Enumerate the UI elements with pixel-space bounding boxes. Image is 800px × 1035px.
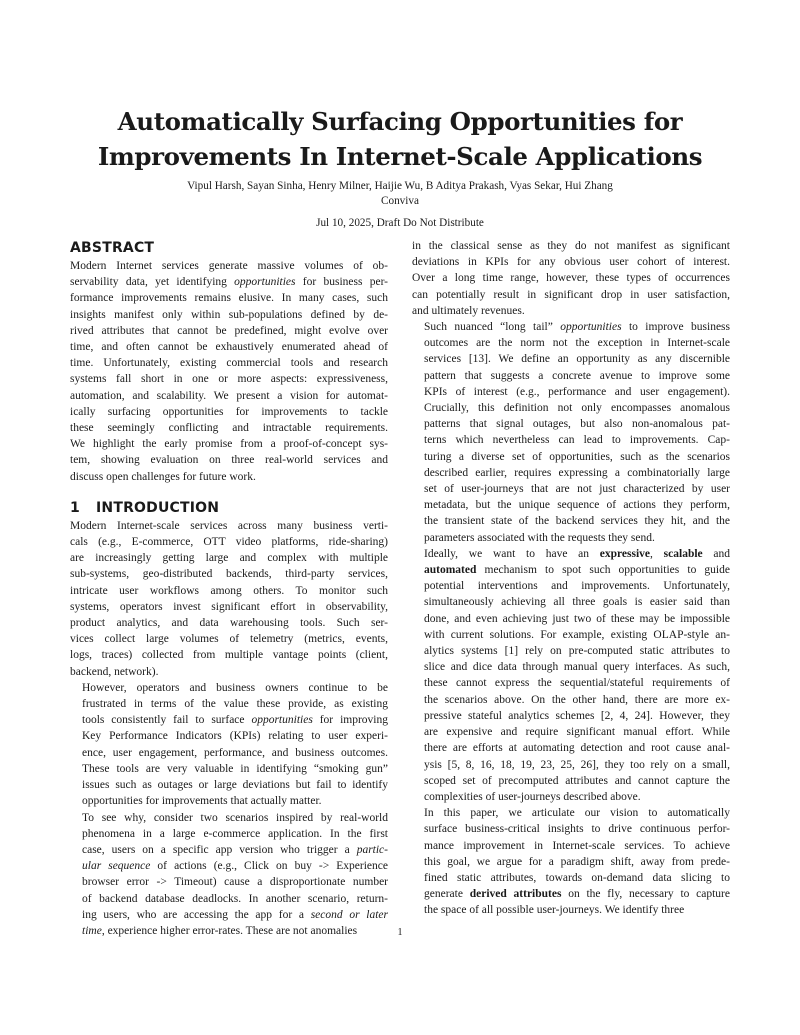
text-line: Such nuanced “long tail” opportunities to improve business	[424, 321, 731, 334]
paper-title	[70, 104, 730, 174]
text-line: product analytics, and data warehousing tools. Such ser-	[70, 617, 388, 630]
text-line: automated mechanism to spot such opportunities to guide	[424, 564, 730, 577]
text-line: formance improvements remains elusive. In many cases, such	[70, 292, 388, 305]
text-line: These tools are very valuable in identifying “smoking gun”	[82, 762, 388, 775]
text-line: However, operators and business owners continue to be	[82, 681, 388, 694]
text-line: case, users on a specific app version who trigger a partic-	[82, 843, 388, 856]
text-line: servability data, yet identifying opportunities for business per-	[70, 276, 388, 289]
text-line: sub-systems, geo-distributed backends, third-party services,	[70, 568, 388, 581]
text-line: pattern that suggests a concrete avenue to improve some	[424, 369, 730, 382]
intro-paragraph	[70, 680, 388, 810]
text-line: frustrated in terms of the value these provide, as existing	[82, 698, 388, 711]
text-line: alytics systems [1] rely on pre-computed static attributes to	[424, 645, 730, 658]
text-line: the scenarios above. On the other hand, there are more ex-	[424, 693, 730, 706]
text-line: metadata, but the unique sequence of actions they perform,	[424, 499, 730, 512]
intro-heading-text: INTRODUCTION	[96, 499, 220, 516]
text-line: simultaneously achieving all three goals is easier said than	[424, 596, 730, 609]
text-line: in the classical sense as they do not manifest as significant	[412, 240, 730, 252]
text-line: surface business-critical insights to drive continuous perfor-	[424, 823, 730, 836]
intro-section-number: 1	[70, 499, 80, 516]
text-line: deviations in KPIs for any obvious user cohort of interest.	[412, 256, 730, 269]
text-line: Ideally, we want to have an expressive, scalable and	[424, 547, 731, 560]
text-line: outcomes are the norm not the exception in Internet-scale	[424, 337, 730, 350]
text-line: mance improvement in Internet-scale services. To achieve	[424, 839, 730, 852]
text-line: Over a long time range, however, these types of occurrences	[412, 272, 730, 285]
abstract-paragraph	[70, 258, 388, 485]
body-paragraph	[412, 805, 730, 918]
text-line: of backend database deadlocks. In another scenario, return-	[82, 892, 388, 905]
text-line: discuss open challenges for future work.	[70, 470, 256, 483]
abstract-body	[70, 258, 388, 485]
text-line: potential interventions and improvements. Unfortunately,	[424, 580, 730, 593]
text-line: backend, network).	[70, 665, 159, 678]
text-line: ysis [5, 8, 16, 18, 19, 23, 25, 26], they too rely on a small,	[424, 758, 730, 771]
text-line: ular sequence of actions (e.g., Click on buy -> Experience	[82, 860, 388, 873]
text-line: services [13]. We define an opportunity as any discernible	[424, 353, 730, 366]
text-line: Modern Internet-scale services across many business verti-	[70, 519, 388, 532]
text-line: vices collect large volumes of telemetry (metrics, events,	[70, 633, 388, 646]
body-paragraph	[412, 238, 730, 319]
text-line: these seemingly conflicting and intractable requirements.	[70, 422, 388, 435]
text-line: scoped set of precomputed attributes and cannot capture the	[424, 774, 730, 787]
intro-paragraph	[70, 810, 388, 940]
text-line: rived attributes that cannot be predefined, might evolve over	[70, 324, 388, 337]
text-line: logs, traces) collected from multiple vantage points (client,	[70, 649, 388, 662]
text-line: turing a diverse set of opportunities, such as the scenarios	[424, 450, 730, 463]
text-line: pressive stateful analytics schemes [2, 4, 24]. However, they	[424, 709, 730, 722]
text-line: ically surfacing opportunities for improvements to tackle	[70, 405, 388, 418]
text-line: tem, showing evaluation on three real-world services and	[70, 454, 388, 467]
title-line-1: Automatically Surfacing Opportunities for	[117, 107, 683, 136]
text-line: systems fall short in one or more aspects: expressiveness,	[70, 373, 388, 386]
author-list: Vipul Harsh, Sayan Sinha, Henry Milner, Haijie Wu, B Aditya Prakash, Vyas Sekar, Hui Zhang	[187, 180, 613, 192]
page-number: 1	[397, 927, 403, 938]
text-line: We highlight the early promise from a proof-of-concept sys-	[70, 438, 388, 451]
text-line: set of user-journeys that are not just characterized by user	[424, 483, 730, 496]
text-line: tools consistently fail to surface opportunities for improving	[82, 714, 388, 727]
affiliation: Conviva	[381, 195, 419, 207]
text-line: time, experience higher error-rates. These are not anomalies	[82, 924, 358, 937]
text-line: these cannot express the sequential/stateful requirements of	[424, 677, 730, 690]
body-paragraph	[412, 319, 730, 546]
text-line: fined static attributes, towards on-demand data slicing to	[424, 871, 730, 884]
text-line: there are efforts at automating detection and root cause anal-	[424, 742, 730, 755]
text-line: are expensive and require significant manual effort. While	[424, 726, 730, 739]
text-line: Crucially, this definition not only encompasses anomalous	[424, 402, 730, 415]
text-line: In this paper, we articulate our vision to automatically	[424, 807, 730, 820]
intro-heading	[70, 498, 388, 518]
text-line: ing users, who are accessing the app for a second or later	[82, 908, 388, 921]
text-line: with current solutions. For example, existing OLAP-style an-	[424, 628, 730, 641]
text-line: and ultimately revenues.	[412, 304, 525, 317]
text-line: intricate user workflows among others. To monitor such	[70, 584, 388, 597]
text-line: ence, user engagement, performance, and business outcomes.	[82, 746, 388, 759]
text-line: insights manifest only within sub-populations defined by de-	[70, 308, 388, 321]
text-line: the transient state of the backend services they hit, and the	[424, 515, 730, 528]
text-line: phenomena in a large e-commerce application. In the first	[82, 827, 388, 840]
text-line: this goal, we argue for a paradigm shift, away from prede-	[424, 855, 730, 868]
right-column-body	[412, 238, 730, 919]
left-column	[70, 238, 388, 939]
text-line: To see why, consider two scenarios inspired by real-world	[82, 811, 388, 824]
text-line: terns which nevertheless can lead to improvements. Cap-	[424, 434, 730, 447]
title-line-2: Improvements In Internet-Scale Applications	[97, 142, 703, 171]
intro-body	[70, 518, 388, 939]
text-line: time, and often cannot be exhaustively enumerated ahead of	[70, 341, 388, 354]
text-line: cals (e.g., E-commerce, OTT video platforms, ride-sharing)	[70, 536, 388, 549]
text-line: systems, operators invest significant effort in observability,	[70, 600, 388, 613]
draft-date: Jul 10, 2025, Draft Do Not Distribute	[316, 217, 484, 229]
text-line: parameters associated with the requests they send.	[424, 531, 655, 544]
body-paragraph	[412, 546, 730, 805]
text-line: opportunities for improvements that actually matter.	[82, 795, 322, 808]
text-line: slice and dice data through manual query interfaces. As such,	[424, 661, 730, 674]
abstract-heading: ABSTRACT	[70, 240, 155, 256]
text-line: are increasingly getting large and complex with multiple	[70, 552, 388, 565]
text-line: done, and even achieving just two of these may be impossible	[424, 612, 730, 625]
text-line: the space of all possible user-journeys. We identify three	[424, 904, 685, 917]
right-column	[412, 238, 730, 919]
text-line: complexities of user-journeys described above.	[424, 790, 641, 803]
text-line: generate derived attributes on the fly, necessary to capture	[424, 888, 730, 901]
text-line: KPIs of interest (e.g., performance and user engagement).	[424, 385, 730, 398]
text-line: browser error -> Timeout) cause a disproportionate number	[82, 876, 388, 889]
text-line: can potentially result in significant drop in user satisfaction,	[412, 288, 730, 301]
text-line: time. Unfortunately, existing commercial tools and research	[70, 357, 388, 370]
text-line: described earlier, requires expressing a combinatorially large	[424, 466, 730, 479]
text-line: patterns that signal outages, but also non-anomalous pat-	[424, 418, 730, 431]
text-line: Key Performance Indicators (KPIs) relating to user experi-	[82, 730, 388, 743]
text-line: issues such as outages or large deviations but fail to identify	[82, 779, 388, 792]
intro-paragraph	[70, 518, 388, 680]
text-line: Modern Internet services generate massive volumes of ob-	[70, 260, 388, 272]
text-line: automation, and scalability. We present a vision for automat-	[70, 389, 388, 402]
